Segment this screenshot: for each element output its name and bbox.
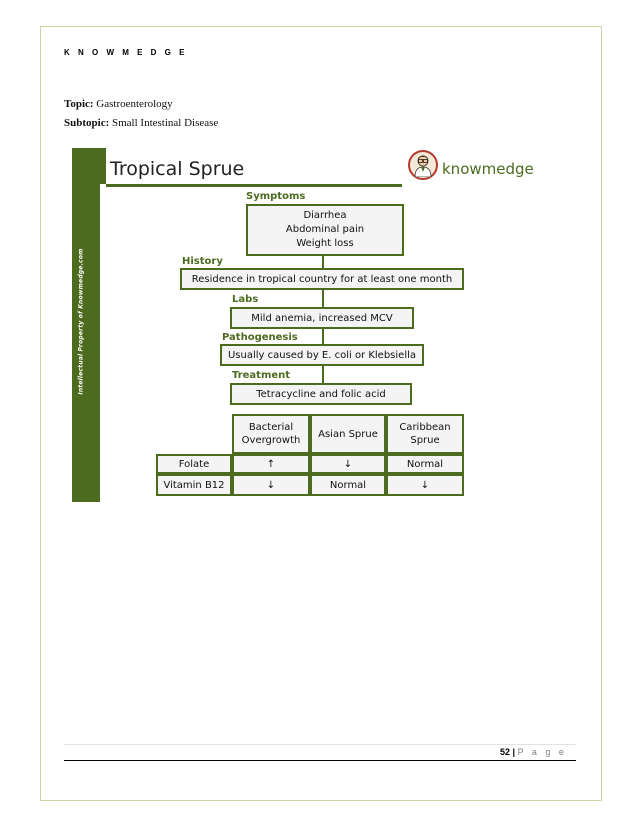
- history-box: Residence in tropical country for at least one month: [180, 268, 464, 290]
- pathogenesis-label: Pathogenesis: [222, 332, 298, 343]
- header-brand: K N O W M E D G E: [64, 48, 188, 57]
- knowmedge-logo: [408, 150, 534, 186]
- treatment-label: Treatment: [232, 370, 291, 381]
- page-number: 52: [500, 747, 511, 757]
- table-cell: Normal: [310, 474, 386, 496]
- table-header: Bacterial Overgrowth: [232, 414, 310, 454]
- doctor-avatar-icon: [408, 150, 438, 180]
- labs-box: Mild anemia, increased MCV: [230, 307, 414, 329]
- topic-label: Topic:: [64, 98, 94, 110]
- connector-line: [322, 366, 324, 384]
- history-label: History: [182, 256, 223, 267]
- page-separator: |: [512, 747, 516, 757]
- symptoms-label: Symptoms: [246, 191, 306, 202]
- side-copyright-text: Intellectual Property of Knowmedge.com: [77, 248, 85, 395]
- logo-text: knowmedge: [442, 160, 534, 178]
- table-cell: ↓: [232, 474, 310, 496]
- table-cell: Normal: [386, 454, 464, 474]
- table-row-label: Vitamin B12: [156, 474, 232, 496]
- symptom-item: Diarrhea: [303, 210, 347, 221]
- connector-line: [322, 256, 324, 268]
- figure-title: Tropical Sprue: [110, 158, 245, 180]
- symptom-item: Abdominal pain: [285, 224, 365, 235]
- footer-rule: [64, 760, 576, 761]
- table-row-label: Folate: [156, 454, 232, 474]
- topic-value: Gastroenterology: [96, 98, 173, 110]
- labs-label: Labs: [232, 294, 259, 305]
- table-cell: ↑: [232, 454, 310, 474]
- symptom-item: Weight loss: [296, 238, 354, 249]
- page-footer: [500, 747, 567, 757]
- topic-line: [64, 98, 173, 110]
- table-cell: ↓: [386, 474, 464, 496]
- subtopic-line: [64, 117, 218, 129]
- table-header: Caribbean Sprue: [386, 414, 464, 454]
- treatment-box: Tetracycline and folic acid: [230, 383, 412, 405]
- table-cell: ↓: [310, 454, 386, 474]
- table-header: Asian Sprue: [310, 414, 386, 454]
- footer-top-rule: [64, 744, 576, 745]
- title-rule: [106, 184, 402, 187]
- subtopic-value: Small Intestinal Disease: [112, 117, 219, 129]
- tropical-sprue-figure: [72, 148, 534, 502]
- subtopic-label: Subtopic:: [64, 117, 110, 129]
- symptoms-box: [246, 204, 404, 256]
- pathogenesis-box: Usually caused by E. coli or Klebsiella: [220, 344, 424, 366]
- side-bar-inner: [100, 184, 106, 502]
- page-word: P a g e: [517, 747, 567, 757]
